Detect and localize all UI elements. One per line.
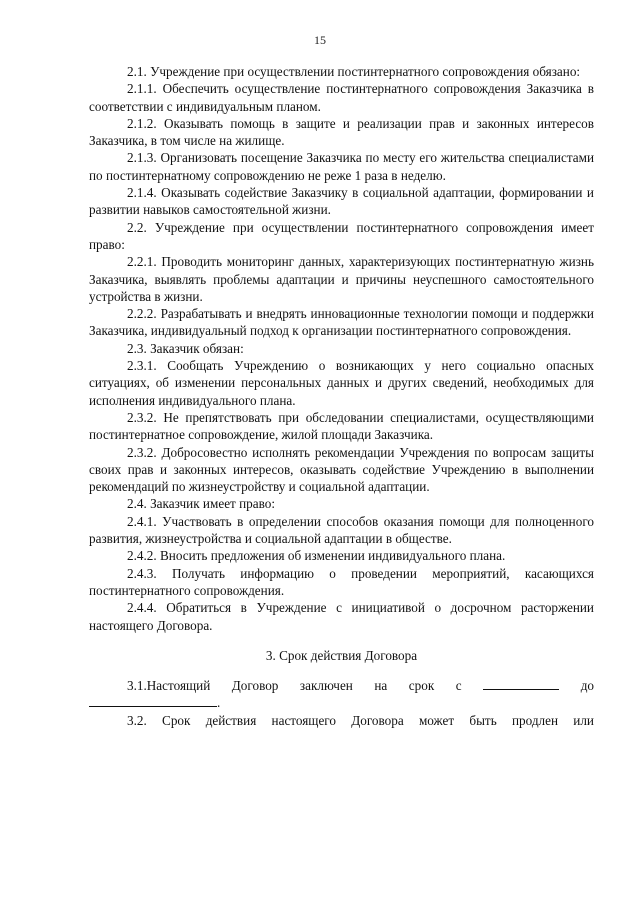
clause-3-1 xyxy=(89,677,594,694)
clause-3-1-continued xyxy=(89,694,594,711)
clause-3-1-end: . xyxy=(217,695,221,711)
clause-2-1-3: 2.1.3. Организовать посещение Заказчика по месту его жительства специалистами по постинтернатному сопровождению не реже 1 раза в неделю. xyxy=(89,150,594,183)
clause-2-3-2-b: 2.3.2. Добросовестно исполнять рекомендации Учреждения по вопросам защиты своих прав и законных интересов, оказывать содействие Учреждению в выполнении рекомендаций по жизнеустройству и социальной адаптации. xyxy=(89,444,594,495)
clause-2-2-1: 2.2.1. Проводить мониторинг данных, характеризующих постинтернатную жизнь Заказчика, выявлять проблемы адаптации и причины неуспешного самостоятельного устройства в жизни. xyxy=(89,254,594,304)
term-end-blank xyxy=(89,706,217,707)
clause-2-2: 2.2. Учреждение при осуществлении постинтернатного сопровождения имеет право: xyxy=(89,219,594,252)
clause-2-4-3: 2.4.3. Получать информацию о проведении мероприятий, касающихся постинтернатного сопровождения. xyxy=(89,565,594,598)
clause-2-3-1: 2.3.1. Сообщать Учреждению о возникающих у него социально опасных ситуациях, об изменении персональных данных и других сведений, необходимых для исполнения индивидуального плана. xyxy=(89,358,594,408)
clause-2-1-1: 2.1.1. Обеспечить осуществление постинтернатного сопровождения Заказчика в соответствии с индивидуальным планом. xyxy=(89,81,594,114)
term-start-blank xyxy=(483,689,559,690)
clause-2-1-2: 2.1.2. Оказывать помощь в защите и реализации прав и законных интересов Заказчика, в том числе на жилище. xyxy=(89,115,594,149)
clause-3-2: 3.2. Срок действия настоящего Договора может быть продлен или xyxy=(127,712,594,728)
clause-2-4-2: 2.4.2. Вносить предложения об изменении индивидуального плана. xyxy=(127,548,506,564)
clause-2-4: 2.4. Заказчик имеет право: xyxy=(127,496,276,512)
page-number: 15 xyxy=(314,33,326,47)
clause-2-4-1: 2.4.1. Участвовать в определении способов оказания помощи для полноценного развития, жизнеустройства и социальной адаптации в обществе. xyxy=(89,513,594,547)
clause-2-1: 2.1. Учреждение при осуществлении постинтернатного сопровождения обязано: xyxy=(127,64,581,79)
clause-3-1-text: 3.1.Настоящий Договор заключен на срок с xyxy=(127,678,462,694)
clause-2-2-2: 2.2.2. Разрабатывать и внедрять инновационные технологии помощи и поддержки Заказчика, индивидуальный подход к организации постинтернатного сопровождения. xyxy=(89,306,594,339)
document-body xyxy=(89,63,594,729)
clause-2-3-2-a: 2.3.2. Не препятствовать при обследовании специалистами, осуществляющими постинтернатное сопровождение, жилой площади Заказчика. xyxy=(89,409,594,443)
clause-3-1-to: до xyxy=(580,678,595,694)
clause-2-1-4: 2.1.4. Оказывать содействие Заказчику в социальной адаптации, формировании и развитии навыков самостоятельной жизни. xyxy=(89,185,594,218)
section-3-title: 3. Срок действия Договора xyxy=(265,647,418,663)
clause-2-4-4: 2.4.4. Обратиться в Учреждение с инициативой о досрочном расторжении настоящего Договора. xyxy=(89,600,594,633)
clause-2-3: 2.3. Заказчик обязан: xyxy=(127,340,244,356)
